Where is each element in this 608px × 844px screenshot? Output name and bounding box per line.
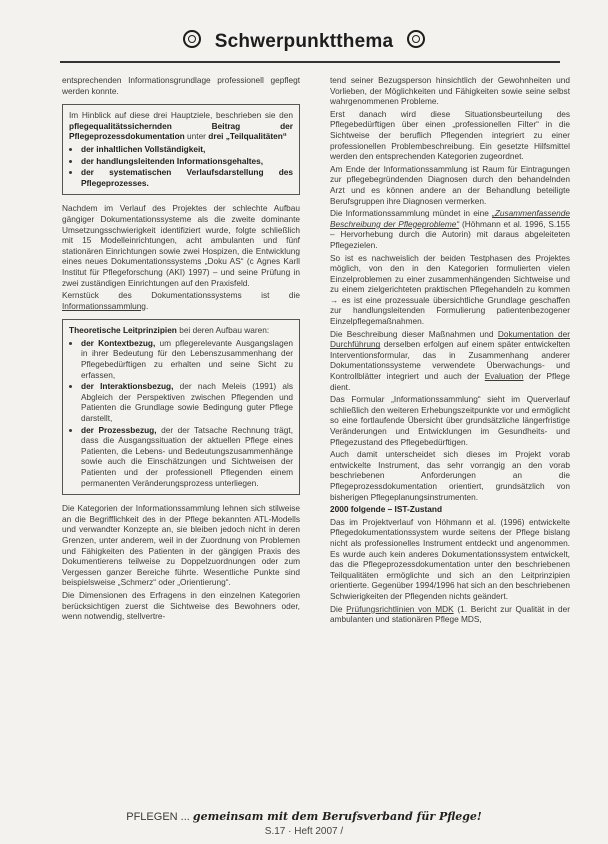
- page-title: Schwerpunktthema: [214, 31, 394, 52]
- paragraph: entsprechenden Informationsgrundlage professionell gepflegt werden konnte.: [62, 75, 300, 96]
- left-column: [62, 75, 300, 624]
- box-intro: Theoretische Leitprinzipien bei deren Aufbau waren:: [69, 325, 270, 336]
- paragraph: Erst danach wird diese Situationsbeurteilung des Pflegebedürftigen über einen „professionellen Filter“ in die Sichtweise der beruflich Pflegenden integriert zu einer professionellen Problembeschreibung. Ein gesetzte Hilfsmittel werden den entsprechenden Kategorien zugeordnet.: [330, 108, 570, 162]
- list-item: • der systematischen Verlaufsdarstellung des Pflegeprozesses.: [81, 167, 293, 188]
- paragraph: Die Beschreibung dieser Maßnahmen und Dokumentation der Durchführung derselben erfolgen auf einem später entwickelten Interventionsformular, das in Zusammenhang anderer Dokumentationssysteme verwendete Überwachungs- und Kontrollblätter integriert und auch der Evaluation der Pflege dient.: [330, 328, 571, 392]
- box-list: [69, 338, 293, 488]
- paragraph: Kernstück des Dokumentationssystems ist die Informationssammlung.: [62, 290, 300, 311]
- ornament-icon: [407, 30, 425, 48]
- page-footer: [0, 810, 608, 823]
- paragraph: Das im Projektverlauf von Höhmann et al. (1996) entwickelte Pflegedokumentationssystem wurde seitens der Pflege bislang nicht als professionelles Instrument entdeckt und angenommen. Es wurde auch kein anderes Dokumentationssystem entwickelt, das die Pflegeprozessdokumentation unter den beschriebenen Teilqualitäten ermöglichte und sich an den Leitprinzipien orientierte. Gegenüber 1994/1996 hat sich an den beschriebenen Schwierigkeiten der Pflegenden nichts geändert.: [330, 516, 570, 601]
- paragraph: Die Prüfungsrichtlinien von MDK (1. Bericht zur Qualität in der ambulanten und stationären Pflege MDS,: [330, 603, 571, 625]
- arrow-right-icon: →: [330, 294, 339, 305]
- list-item: • der inhaltlichen Vollständigkeit,: [81, 144, 293, 155]
- right-column: [330, 75, 570, 627]
- list-item: • der handlungsleitenden Informationsgehaltes,: [81, 156, 293, 167]
- slogan: gemeinsam mit dem Berufsverband für Pflege!: [192, 810, 482, 823]
- ornament-icon: [183, 30, 201, 48]
- info-box-teilqualitaeten: [62, 104, 300, 195]
- header-rule: [60, 61, 560, 63]
- list-item: • der Prozessbezug, der der Tatsache Rechnung trägt, dass die Ausgangssituation der aktuellen Pflege eines Patienten, die Lebens- und Bedeutungszusammenhänge sowie auch die Einschätzungen und Sichtweisen der Patienten und der professionell Pflegenden einem permanenten Veränderungsprozess unterliegen.: [81, 425, 293, 489]
- publication-name: PFLEGEN ...: [126, 811, 190, 823]
- paragraph: Das Formular „Informationssammlung“ sieht im Querverlauf schließlich den weiteren Erhebungszeitpunkte vor und ermöglicht so eine fortlaufende Übersicht über grundsätzliche längerfristige Veränderungen und Entwicklungen im Gesundheits- und Pflegezustand des Pflegebedürftigen.: [330, 394, 570, 447]
- paragraph: Die Kategorien der Informationssammlung lehnen sich stilweise an die Begrifflichkeit des in der Pflege bekannten ATL-Modells und verwandter Konzepte an, sie bleiben jedoch nicht in deren Grenzen, unter anderem, weil in der Zuordnung von Problemen und Fähigkeiten des Patienten in der gängigen Praxis des Dokumentierens teilweise zu Doppelzuordnungen oder zum Vergessen ganzer Bereiche führte. Wesentliche Punkte sind beispielsweise „Schmerz“ oder „Orientierung“.: [62, 503, 300, 588]
- info-box-leitprinzipien: [62, 319, 300, 495]
- paragraph: Nachdem im Verlauf des Projektes der schlechte Aufbau gängiger Dokumentationssysteme als die zweite dominante Umsetzungsschwierigkeit identifiziert wurde, folgte schließlich mit 15 Modelleinrichtungen, acht ambulanten und fünf stationären Einrichtungen sowie zwei Hospizen, die Entwicklung eines neues Dokumentationssystems „Doku AS“ (c Agnes Karll Institut für Pflegeforschung (AKI) 1997) – und seine Prüfung in zwei zuständigen Einrichtungen auf den Praxisfeld.: [62, 203, 300, 288]
- paragraph: tend seiner Bezugsperson hinsichtlich der Gewohnheiten und Vorlieben, der Möglichkeiten und Fähigkeiten sowie seine selbst wahrgenommenen Probleme.: [330, 75, 570, 107]
- box-list: [69, 144, 293, 188]
- paragraph: So ist es nachweislich der beiden Testphasen des Projektes möglich, von den in den Kategorien formulierten vielen Einzelproblemen zu einer zusammenhängenden Sichtweise und zu einem zielgerichteten praktischen Pflegehandeln zu kommen → es ist eine prozessuale übersichtliche Grundlage geschaffen zur handlungsleitenden Formulierung patientenbezogener Einzelpflegemaßnahmen.: [330, 252, 571, 327]
- list-item: • der Interaktionsbezug, der nach Meleis (1991) als Abgleich der Perspektiven zwischen Pflegenden und Patienten die Grundlage sowie Bedingung guter Pflege darstellt,: [81, 381, 293, 423]
- paragraph: Die Dimensionen des Erfragens in den einzelnen Kategorien berücksichtigen zuerst die Sichtweise des Bewohners oder, wenn notwendig, stellvertre-: [62, 589, 300, 622]
- list-item: • der Kontextbezug, um pflegerelevante Ausgangslagen in ihrer Bedeutung für den Lebenszusammenhang der Pflegebedürftigen zu erhalten und seine Sicht zu erfassen,: [81, 338, 293, 380]
- page-number: S.17 · Heft 2007 /: [264, 826, 344, 837]
- paragraph: Am Ende der Informationssammlung ist Raum für Eintragungen zur pflegebegründenden Diagnosen durch den behandelnden Arzt und es können andere an der Behandlung beteiligte Berufsgruppen ihre Diagnosen vermerken.: [330, 163, 570, 206]
- box-intro: Im Hinblick auf diese drei Hauptziele, beschrieben sie den pflegequalitätssichernden Beitrag der Pflegeprozessdokumentation unter drei „Teilqualitäten“: [69, 110, 293, 142]
- paragraph: Auch damit unterscheidet sich dieses im Projekt vorab entwickelte Instrument, das sehr vorrangig an den vorab beschriebenen Anforderungen an die Pflegeprozessdokumentation orientiert, grundsätzlich von bisherigen Pflegeplanungsinstrumenten.: [330, 449, 570, 502]
- paragraph: Die Informationssammlung mündet in eine „Zusammenfassende Beschreibung der Pflegeprobleme“ (Höhmann et al. 1996, S.155 – Hervorhebung durch die Autorin) mit daraus abgeleiteten Pflegezielen.: [330, 208, 570, 250]
- section-heading: 2000 folgende – IST-Zustand: [330, 504, 443, 515]
- page-header: [0, 30, 608, 60]
